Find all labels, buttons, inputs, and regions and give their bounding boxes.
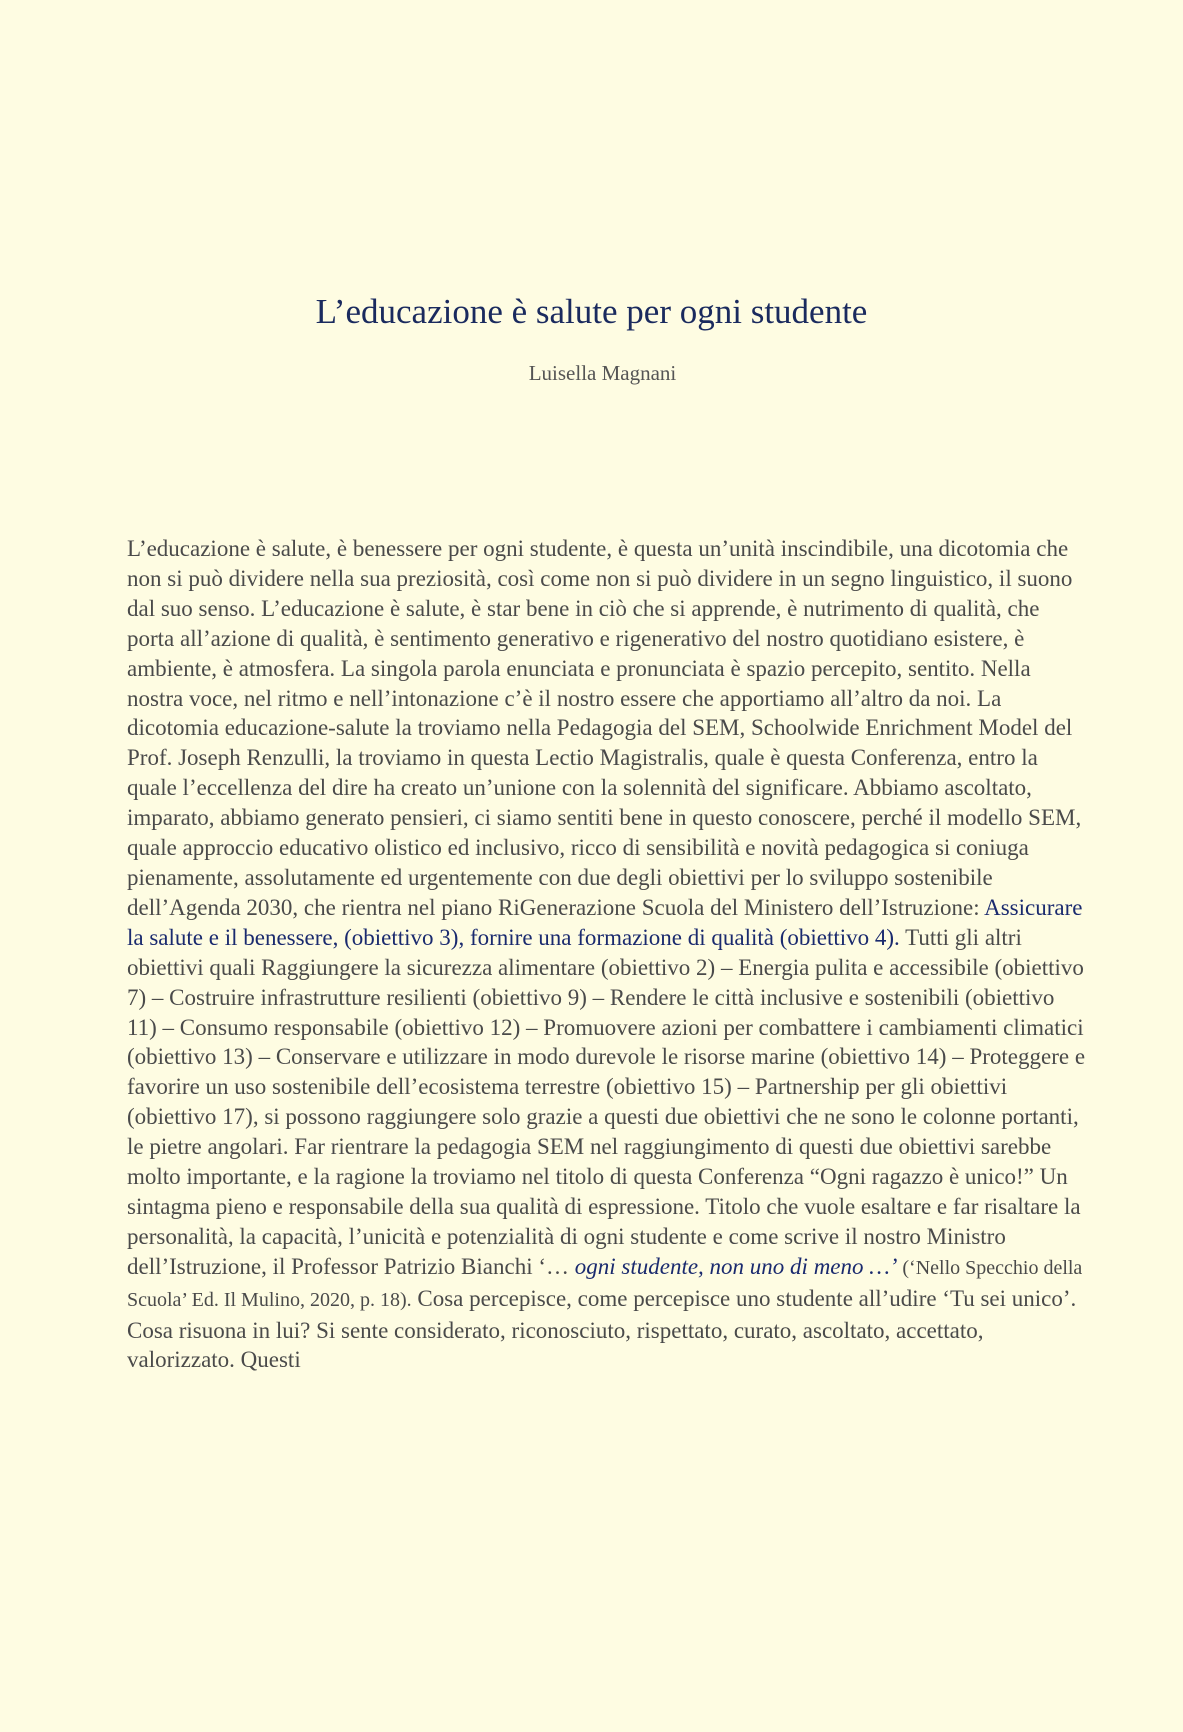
paragraph-quote: ogni studente, non uno di meno …’ xyxy=(574,1253,898,1279)
paragraph-text-part1: L’educazione è salute, è benessere per ogni studente, è questa un’unità inscindibile, una dicotomia che non si può dividere nella sua preziosità, così come non si può dividere in un segno linguistico, il suono dal suo senso. L’educazione è salute, è star bene in ciò che si apprende, è nutrimento di qualità, che porta all’azione di qualità, è sentimento generativo e rigenerativo del nostro quotidiano esistere, è ambiente, è atmosfera. La singola parola enunciata e pronunciata è spazio percepito, sentito. Nella nostra voce, nel ritmo e nell’intonazione c’è il nostro essere che apportiamo all’altro da noi. La dicotomia educazione-salute la troviamo nella Pedagogia del SEM, Schoolwide Enrichment Model del Prof. Joseph Renzulli, la troviamo in questa Lectio Magistralis, quale è questa Conferenza, entro la quale l’eccellenza del dire ha creato un’unione con la solennità del significare. Abbiamo ascoltato, imparato, abbiamo generato pensieri, ci siamo sentiti bene in questo conoscere, perché il modello SEM, quale approccio educativo olistico ed inclusivo, ricco di sensibilità e novità pedagogica si coniuga pienamente, assolutamente ed urgentemente con due degli obiettivi per lo sviluppo sostenibile dell’Agenda 2030, che rientra nel piano RiGenerazione Scuola del Ministero dell’Istruzione: xyxy=(127,536,1082,920)
body-paragraph xyxy=(127,534,1087,1375)
document-title: L’educazione è salute per ogni studente xyxy=(315,292,868,331)
paragraph-text-part2: Tutti gli altri obiettivi quali Raggiungere la sicurezza alimentare (obiettivo 2) – Energia pulita e accessibile (obiettivo 7) – Costruire infrastrutture resilienti (obiettivo 9) – Rendere le città inclusive e sostenibili (obiettivo 11) – Consumo responsabile (obiettivo 12) – Promuovere azioni per combattere i cambiamenti climatici (obiettivo 13) – Conservare e utilizzare in modo durevole le risorse marine (obiettivo 14) – Proteggere e favorire un uso sostenibile dell’ecosistema terrestre (obiettivo 15) – Partnership per gli obiettivi (obiettivo 17), si possono raggiungere solo grazie a questi due obiettivi che ne sono le colonne portanti, le pietre angolari. Far rientrare la pedagogia SEM nel raggiungimento di questi due obiettivi sarebbe molto importante, e la ragione la troviamo nel titolo di questa Conferenza “Ogni ragazzo è unico!” Un sintagma pieno e responsabile della sua qualità di espressione. Titolo che vuole esaltare e far risaltare la personalità, la capacità, l’unicità e potenzialità di ogni studente e come scrive il nostro Ministro dell’Istruzione, il Professor Patrizio Bianchi ‘… xyxy=(127,924,1086,1279)
paragraph-highlight-objectives: Assicurare la salute e il benessere, (obiettivo 3), fornire una formazione di qualità (obiettivo 4). xyxy=(127,894,1083,950)
paragraph-citation: (‘Nello Specchio della Scuola’ Ed. Il Mulino, 2020, p. 18). xyxy=(127,1256,1083,1311)
paragraph-text-part3: Cosa percepisce, come percepisce uno studente all’udire ‘Tu sei unico’. Cosa risuona in lui? Si sente considerato, riconosciuto, rispettato, curato, ascoltato, accettato, valorizzato. Questi xyxy=(127,1285,1077,1373)
document-author: Luisella Magnani xyxy=(528,361,677,385)
